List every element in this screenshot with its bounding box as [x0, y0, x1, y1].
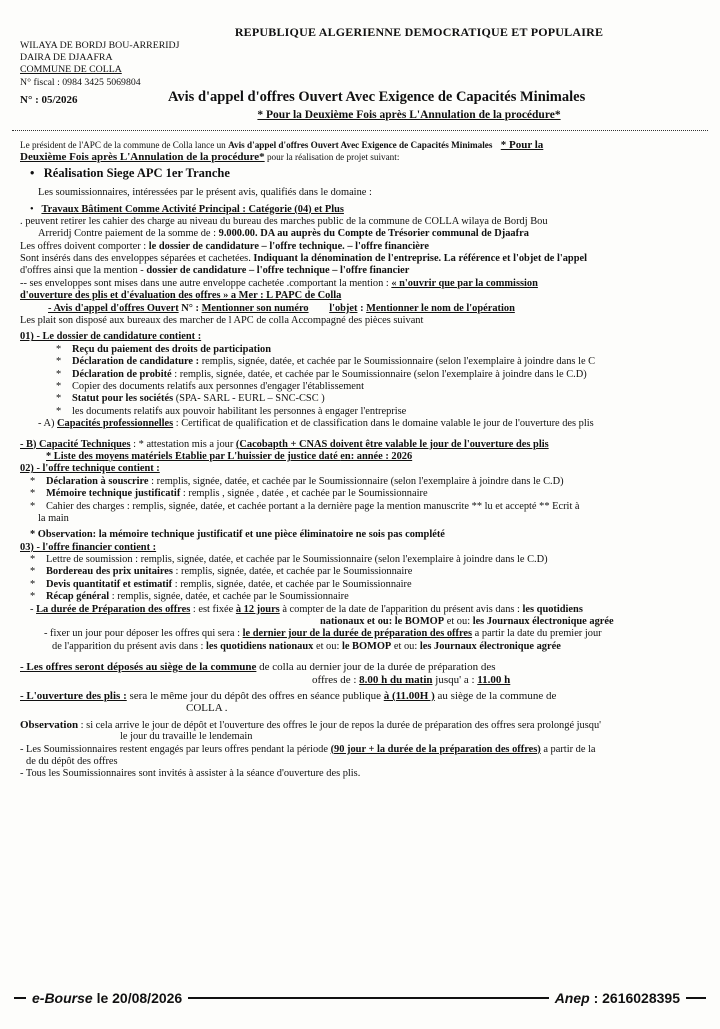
retrait-line-1: . peuvent retirer les cahier des charge au niveau du bureau des marches public de la commune de COLLA wilaya de Bordj Bou — [20, 215, 548, 227]
footer-rule — [14, 997, 26, 999]
section-01-heading: 01) - Le dossier de candidature contient : — [20, 331, 202, 343]
intro-line-2: Deuxième Fois après L'Annulation de la procédure* pour la réalisation de projet suivant: — [20, 151, 400, 164]
bullet-icon: • — [30, 203, 42, 215]
list-item: * Statut pour les sociétés (SPA- SARL - EURL – SNC-CSC ) — [56, 393, 325, 405]
footer-anep-number: Anep : 2616028395 — [554, 989, 680, 1006]
footer — [14, 988, 706, 1008]
engagement-line-1: - Les Soumissionnaires restent engagés par leurs offres pendant la période (90 jour + la durée de la préparation des offres) a partir de la — [20, 743, 596, 755]
section-01-list — [20, 344, 708, 418]
footer-rule — [188, 997, 548, 999]
domain-intro: Les soumissionnaires, intéressées par le présent avis, qualifiés dans le domaine : — [38, 187, 372, 199]
section-02-heading: 02) - l'offre technique contient : — [20, 463, 160, 475]
list-item-continuation: la main — [38, 512, 69, 524]
list-item: * Copier des documents relatifs aux personnes d'engager l'établissement — [56, 381, 364, 392]
list-item: * Bordereau des prix unitaires : remplis, signée, datée, et cachée par le Soumissionnaire — [30, 566, 413, 578]
list-item: * Déclaration de candidature : remplis, signée, datée, et cachée par le Soumissionnaire (selon l'exemplaire à joindre dans le C — [56, 356, 596, 368]
list-item: * Mémoire technique justificatif : remplis , signée , datée , et cachée par le Soumissionnaire — [30, 488, 428, 500]
offres-line-6: - Avis d'appel d'offres Ouvert N° : Mentionner son numéro l'objet : Mentionner le nom de l'opération — [48, 302, 515, 314]
duree-line-4: de l'apparition du présent avis dans : les quotidiens nationaux et ou: le BOMOP et ou: les Journaux électronique agrée — [52, 640, 561, 652]
republic-heading: REPUBLIQUE ALGERIENNE DEMOCRATIQUE ET POPULAIRE — [234, 25, 604, 39]
capacite-technique: - B) Capacité Techniques : * attestation mis a jour (Cacobapth + CNAS doivent être valable le jour de l'ouverture des plis — [20, 438, 549, 450]
section-03-heading: 03) - l'offre financier contient : — [20, 541, 157, 553]
offres-line-3: d'offres ainsi que la mention - dossier de candidature – l'offre technique – l'offre financier — [20, 265, 410, 277]
moyens-materiels: * Liste des moyens matériels Établie par L'huissier de justice daté en: année : 2026 — [46, 450, 413, 462]
offres-line-1: Les offres doivent comporter : le dossier de candidature – l'offre technique. – l'offre financière — [20, 240, 429, 252]
duree-line-2: nationaux et ou: le BOMOP et ou: les Journaux électronique agrée — [320, 616, 614, 628]
footer-publication-date: e-Bourse le 20/08/2026 — [32, 989, 183, 1006]
section-03-list — [20, 554, 708, 604]
observation-technique: * Observation: la mémoire technique justificatif et une pièce éliminatoire ne sois pas complété — [30, 529, 445, 541]
list-item: * Lettre de soumission : remplis, signée, datée, et cachée par le Soumissionnaire (selon l'exemplaire à joindre dans le C.D) — [30, 554, 548, 566]
bullet-icon: • — [30, 166, 44, 181]
observation-line-2: le jour du travaille le lendemain — [120, 731, 253, 743]
list-item: * Reçu du paiement des droits de participation — [56, 343, 271, 355]
nif-line: N° fiscal : 0984 3425 5069804 — [20, 76, 141, 88]
list-item: * Déclaration de probité : remplis, signée, datée, et cachée par le Soumissionnaire (selon l'exemplaire à joindre dans le C.D) — [56, 368, 587, 380]
intro-line-1: Le président de l'APC de la commune de Colla lance un Avis d'appel d'offres Ouvert Avec Exigence de Capacités Minimales * Pour la — [20, 138, 544, 151]
offres-line-5: d'ouverture des plis et d'évaluation des offres » a Mer : L PAPC de Colla — [20, 290, 342, 302]
commune-line: COMMUNE DE COLLA — [20, 64, 122, 76]
notice-number: N° : 05/2026 — [20, 93, 78, 106]
wilaya-line: WILAYA DE BORDJ BOU-ARRERIDJ — [20, 40, 180, 51]
notice-subtitle: * Pour la Deuxième Fois après L'Annulation de la procédure* — [257, 108, 561, 121]
list-item: * Récap général : remplis, signée, datée, et cachée par le Soumissionnaire — [30, 591, 349, 603]
list-item: * les documents relatifs aux pouvoir habilitant les personnes à engager l'entreprise — [56, 405, 407, 417]
capacites-pro: - A) Capacités professionnelles : Certificat de qualification et de classification dans le domaine valable le jour de l'ouverture des plis — [38, 418, 594, 430]
list-item: * Cahier des charges : remplis, signée, datée, et cachée portant a la dernière page la mention manuscrite ** lu et accepté ** Ecrit à — [30, 500, 580, 512]
title-row — [20, 88, 708, 109]
duree-line-1: - La durée de Préparation des offres : est fixée à 12 jours à compter de la date de l'apparition du présent avis dans : les quotidiens — [30, 603, 583, 615]
engagement-line-2: de du dépôt des offres — [26, 755, 118, 767]
retrait-line-2: Arreridj Contre paiement de la somme de : 9.000.00. DA au auprès du Compte de Trésorier communal de Djaafra — [38, 228, 529, 240]
depot-line-2: offres de : 8.00 h du matin jusqu' a : 11.00 h — [312, 673, 511, 686]
footer-rule — [686, 997, 706, 999]
offres-line-4: -- ses enveloppes sont mises dans une autre enveloppe cachetée .comportant la mention : « n'ouvrir que par la commission — [20, 277, 538, 289]
section-02-list — [20, 476, 708, 526]
list-item: * Devis quantitatif et estimatif : remplis, signée, datée, et cachée par le Soumissionnaire — [30, 578, 412, 590]
domain-line: • Travaux Bâtiment Comme Activité Principal : Catégorie (04) et Plus — [20, 204, 708, 216]
offres-line-7: Les plait son disposé aux bureaux des marcher de l APC de colla Accompagné des pièces suivant — [20, 315, 424, 327]
offres-line-2: Sont insérés dans des enveloppes séparées et cachetées. Indiquant la dénomination de l'entreprise. La référence et l'objet de l'appel — [20, 253, 587, 265]
notice-title: Avis d'appel d'offres Ouvert Avec Exigence de Capacités Minimales — [168, 88, 586, 105]
list-item: * Déclaration à souscrire : remplis, signée, datée, et cachée par le Soumissionnaire (selon l'exemplaire à joindre dans le C.D) — [30, 475, 564, 487]
ouverture-line-2: COLLA . — [186, 702, 228, 715]
project-line: • Réalisation Siege APC 1er Tranche — [20, 167, 708, 185]
depot-line-1: - Les offres seront déposés au siège de la commune de colla au dernier jour de la durée de préparation des — [20, 661, 496, 674]
invitation-line: - Tous les Soumissionnaires sont invités à assister à la séance d'ouverture des plis. — [20, 768, 361, 780]
ouverture-line-1: - L'ouverture des plis : sera le même jour du dépôt des offres en séance publique à (11.00H ) au siège de la commune de — [20, 689, 557, 702]
observation-line-1: Observation : si cela arrive le jour de dépôt et l'ouverture des offres le jour de repos la durée de préparation des offres sera prolongé jusqu' — [20, 718, 602, 731]
duree-line-3: - fixer un jour pour déposer les offres qui sera : le dernier jour de la durée de préparation des offres a partir la date du premier jour — [44, 628, 602, 640]
daira-line: DAIRA DE DJAAFRA — [20, 52, 113, 64]
dotted-divider — [12, 130, 708, 131]
